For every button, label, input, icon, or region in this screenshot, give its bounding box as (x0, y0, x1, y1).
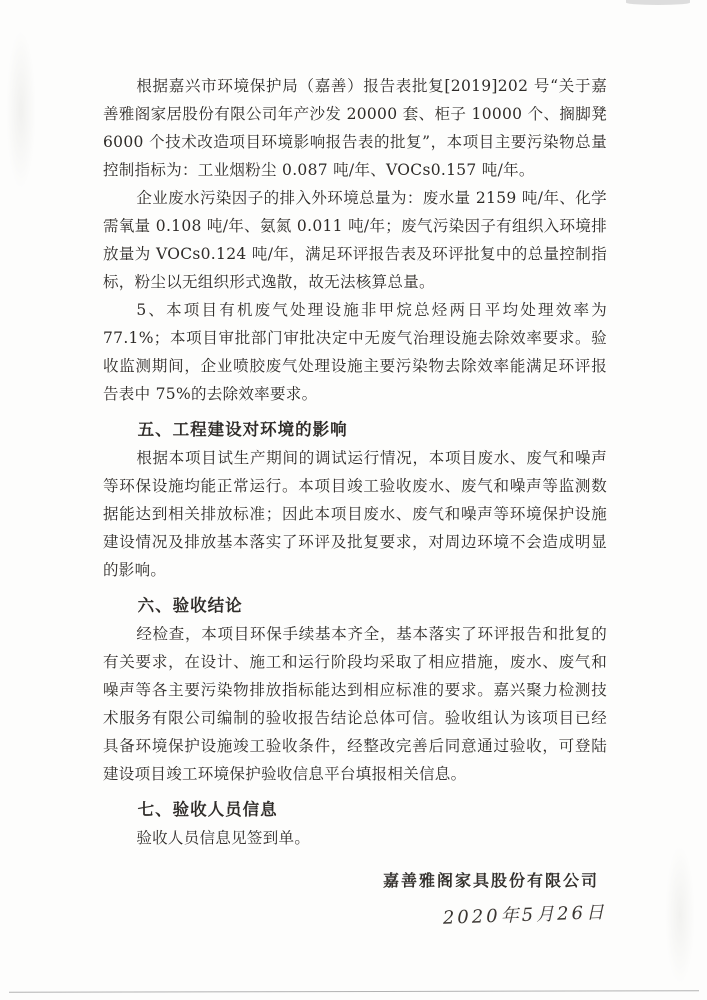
paragraph-trial-operation-result: 根据本项目试生产期间的调试运行情况，本项目废水、废气和噪声等环保设施均能正常运行。本项目竣工验收废水、废气和噪声等监测数据能达到相关排放标准；因此本项目废水、废气和噪声等环境保护设施建设情况及排放基本落实了环评及批复要求，对周边环境不会造成明显的影响。 (103, 449, 607, 579)
paragraph-item5-treatment-efficiency: 5、本项目有机废气处理设施非甲烷总烃两日平均处理效率为 77.1%；本项目审批部门审批决定中无废气治理设施去除效率要求。验收监测期间，企业喷胶废气处理设施主要污染物去除效率能满足环评报告表中 75%的去除效率要求。 (103, 301, 607, 403)
paragraph-approval-total-control: 根据嘉兴市环境保护局（嘉善）报告表批复[2019]202 号“关于嘉善雅阁家居股份有限公司年产沙发 20000 套、柜子 10000 个、搁脚凳 6000 个技术改造项目环境影响报告表的批复”，本项目主要污染物总量控制指标为：工业烟粉尘 0.087 吨/年、VOCs0.157 吨/年。 (103, 77, 607, 179)
paragraph-personnel-see-signin-sheet: 验收人员信息见签到单。 (136, 829, 311, 847)
scan-smudge-left (6, 30, 36, 190)
heading-section-5-environmental-impact: 五、工程建设对环境的影响 (137, 420, 348, 439)
scan-page-edge-line (9, 990, 699, 992)
document-body (103, 72, 608, 929)
heading-section-6-acceptance-conclusion: 六、验收结论 (137, 596, 243, 615)
signature-company-name: 嘉善雅阁家具股份有限公司 (382, 871, 599, 890)
scan-smudge-right (665, 845, 695, 985)
scan-smudge-top (626, 0, 690, 5)
paragraph-acceptance-conclusion: 经检查，本项目环保手续基本齐全，基本落实了环评报告和批复的有关要求，在设计、施工和运行阶段均采取了相应措施，废水、废气和噪声等各主要污染物排放指标能达到相应标准的要求。嘉兴聚力检测技术服务有限公司编制的验收报告结论总体可信。验收组认为该项目已经具备环境保护设施竣工验收条件，经整改完善后同意通过验收，可登陆建设项目竣工环境保护验收信息平台填报相关信息。 (103, 625, 607, 783)
heading-section-7-personnel-info: 七、验收人员信息 (137, 800, 278, 819)
signature-handwritten-date: 2020年5月26日 (442, 902, 608, 929)
paragraph-wastewater-emission-totals: 企业废水污染因子的排入外环境总量为：废水量 2159 吨/年、化学需氧量 0.108 吨/年、氨氮 0.011 吨/年；废气污染因子有组织入环境排放量为 VOCs0.124 吨/年，满足环评报告表及环评批复中的总量控制指标，粉尘以无组织形式逸散，故无法核算总量。 (103, 189, 607, 291)
